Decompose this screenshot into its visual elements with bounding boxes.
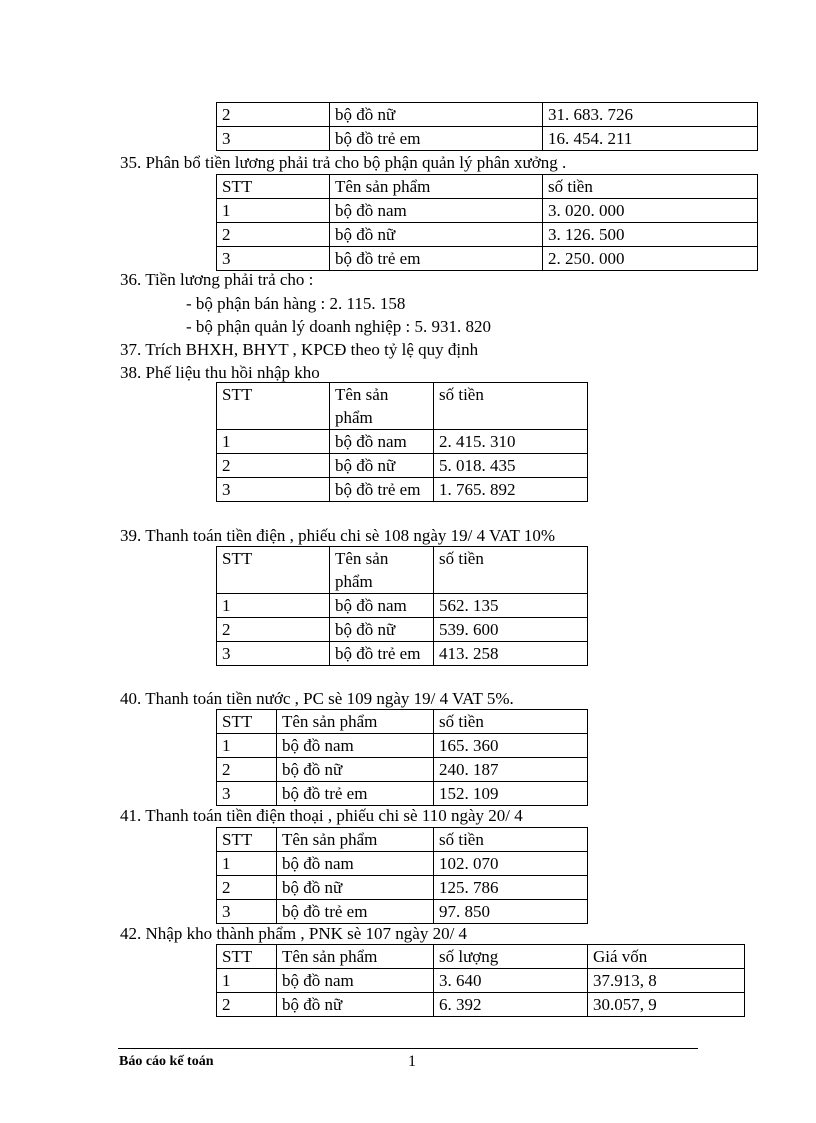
cell-product: bộ đồ trẻ em bbox=[330, 247, 543, 271]
table-row bbox=[217, 199, 758, 223]
cell-product: bộ đồ nữ bbox=[277, 993, 434, 1017]
table-header-row bbox=[217, 175, 758, 199]
cell-amount: 539. 600 bbox=[434, 618, 588, 642]
cell-amount: 413. 258 bbox=[434, 642, 588, 666]
section-39-heading: 39. Thanh toán tiền điện , phiếu chi sè 108 ngày 19/ 4 VAT 10% bbox=[120, 526, 556, 545]
header-stt: STT bbox=[217, 175, 330, 199]
header-amount: số tiền bbox=[434, 547, 588, 594]
cell-stt: 2 bbox=[217, 223, 330, 247]
cell-amount: 165. 360 bbox=[434, 734, 588, 758]
header-stt: STT bbox=[217, 710, 277, 734]
cell-stt: 1 bbox=[217, 852, 277, 876]
header-stt: STT bbox=[217, 547, 330, 594]
header-amount: số tiền bbox=[434, 710, 588, 734]
cell-stt: 2 bbox=[217, 758, 277, 782]
table-row bbox=[217, 782, 588, 806]
cell-product: bộ đồ nam bbox=[330, 594, 434, 618]
cell-product: bộ đồ nam bbox=[330, 199, 543, 223]
page-number: 1 bbox=[408, 1053, 416, 1070]
cell-stt: 1 bbox=[217, 969, 277, 993]
cell-product: bộ đồ trẻ em bbox=[277, 900, 434, 924]
header-stt: STT bbox=[217, 383, 330, 430]
header-product: Tên sản phẩm bbox=[330, 175, 543, 199]
cell-stt: 1 bbox=[217, 430, 330, 454]
section-37-heading: 37. Trích BHXH, BHYT , KPCĐ theo tỷ lệ quy định bbox=[120, 340, 479, 359]
table-row bbox=[217, 876, 588, 900]
cell-amount: 102. 070 bbox=[434, 852, 588, 876]
cell-product: bộ đồ nữ bbox=[277, 758, 434, 782]
cell-product: bộ đồ nữ bbox=[330, 454, 434, 478]
table-row bbox=[217, 758, 588, 782]
cell-stt: 2 bbox=[217, 876, 277, 900]
cell-amount: 2. 250. 000 bbox=[543, 247, 758, 271]
cell-amount: 125. 786 bbox=[434, 876, 588, 900]
table-row bbox=[217, 618, 588, 642]
table-40 bbox=[216, 709, 588, 806]
cell-stt: 1 bbox=[217, 734, 277, 758]
section-42-heading: 42. Nhập kho thành phẩm , PNK sè 107 ngày 20/ 4 bbox=[120, 924, 468, 943]
cell-amount: 3. 126. 500 bbox=[543, 223, 758, 247]
cell-amount: 1. 765. 892 bbox=[434, 478, 588, 502]
cell-product: bộ đồ nữ bbox=[330, 618, 434, 642]
section-36-heading: 36. Tiền lương phải trả cho : bbox=[120, 270, 314, 289]
table-row bbox=[217, 642, 588, 666]
cell-quantity: 3. 640 bbox=[434, 969, 588, 993]
section-38-heading: 38. Phế liệu thu hồi nhập kho bbox=[120, 363, 320, 382]
cell-amount: 2. 415. 310 bbox=[434, 430, 588, 454]
cell-amount: 240. 187 bbox=[434, 758, 588, 782]
cell-stt: 1 bbox=[217, 594, 330, 618]
table-row bbox=[217, 103, 758, 127]
table-row bbox=[217, 454, 588, 478]
header-stt: STT bbox=[217, 828, 277, 852]
cell-amount: 16. 454. 211 bbox=[543, 127, 758, 151]
table-row bbox=[217, 594, 588, 618]
cell-product: bộ đồ nữ bbox=[277, 876, 434, 900]
cell-product: bộ đồ trẻ em bbox=[277, 782, 434, 806]
table-35 bbox=[216, 174, 758, 271]
cell-stt: 3 bbox=[217, 247, 330, 271]
table-header-row bbox=[217, 383, 588, 430]
cell-product: bộ đồ trẻ em bbox=[330, 642, 434, 666]
cell-stt: 3 bbox=[217, 642, 330, 666]
table-row bbox=[217, 993, 745, 1017]
cell-product: bộ đồ nam bbox=[277, 969, 434, 993]
section-41-heading: 41. Thanh toán tiền điện thoại , phiếu chi sè 110 ngày 20/ 4 bbox=[120, 806, 523, 825]
header-product: Tên sản phẩm bbox=[330, 547, 434, 594]
footer-divider bbox=[118, 1048, 698, 1049]
cell-amount: 562. 135 bbox=[434, 594, 588, 618]
header-product: Tên sản phẩm bbox=[277, 710, 434, 734]
cell-product: bộ đồ nam bbox=[277, 852, 434, 876]
cell-quantity: 6. 392 bbox=[434, 993, 588, 1017]
header-quantity: số lượng bbox=[434, 945, 588, 969]
cell-stt: 2 bbox=[217, 103, 330, 127]
table-header-row bbox=[217, 828, 588, 852]
table-row bbox=[217, 478, 588, 502]
table-row bbox=[217, 247, 758, 271]
cell-amount: 97. 850 bbox=[434, 900, 588, 924]
table-row bbox=[217, 430, 588, 454]
table-row bbox=[217, 900, 588, 924]
cell-amount: 5. 018. 435 bbox=[434, 454, 588, 478]
cell-product: bộ đồ trẻ em bbox=[330, 127, 543, 151]
header-amount: số tiền bbox=[434, 828, 588, 852]
section-36-line-sales: - bộ phận bán hàng : 2. 115. 158 bbox=[186, 294, 406, 313]
table-41 bbox=[216, 827, 588, 924]
cell-product: bộ đồ nữ bbox=[330, 103, 543, 127]
cell-stt: 3 bbox=[217, 782, 277, 806]
table-39 bbox=[216, 546, 588, 666]
header-amount: số tiền bbox=[434, 383, 588, 430]
cell-amount: 3. 020. 000 bbox=[543, 199, 758, 223]
header-product: Tên sản phẩm bbox=[277, 945, 434, 969]
cell-cost: 30.057, 9 bbox=[588, 993, 745, 1017]
cell-product: bộ đồ nữ bbox=[330, 223, 543, 247]
section-40-heading: 40. Thanh toán tiền nước , PC sè 109 ngày 19/ 4 VAT 5%. bbox=[120, 689, 514, 708]
cell-product: bộ đồ nam bbox=[330, 430, 434, 454]
header-stt: STT bbox=[217, 945, 277, 969]
table-continued bbox=[216, 102, 758, 151]
cell-stt: 2 bbox=[217, 618, 330, 642]
table-header-row bbox=[217, 945, 745, 969]
cell-stt: 2 bbox=[217, 454, 330, 478]
cell-stt: 1 bbox=[217, 199, 330, 223]
table-row bbox=[217, 969, 745, 993]
table-row bbox=[217, 734, 588, 758]
table-row bbox=[217, 223, 758, 247]
cell-stt: 3 bbox=[217, 127, 330, 151]
table-header-row bbox=[217, 547, 588, 594]
table-38 bbox=[216, 382, 588, 502]
header-product: Tên sản phẩm bbox=[330, 383, 434, 430]
cell-stt: 3 bbox=[217, 478, 330, 502]
cell-stt: 2 bbox=[217, 993, 277, 1017]
cell-amount: 31. 683. 726 bbox=[543, 103, 758, 127]
section-35-heading: 35. Phân bổ tiền lương phải trả cho bộ phận quản lý phân xưởng . bbox=[120, 153, 567, 172]
header-cost: Giá vốn bbox=[588, 945, 745, 969]
section-36-line-management: - bộ phận quản lý doanh nghiệp : 5. 931. 820 bbox=[186, 317, 492, 336]
table-row bbox=[217, 127, 758, 151]
footer-title: Báo cáo kế toán bbox=[119, 1054, 214, 1069]
cell-product: bộ đồ trẻ em bbox=[330, 478, 434, 502]
header-product: Tên sản phẩm bbox=[277, 828, 434, 852]
table-header-row bbox=[217, 710, 588, 734]
table-42 bbox=[216, 944, 745, 1017]
table-row bbox=[217, 852, 588, 876]
cell-product: bộ đồ nam bbox=[277, 734, 434, 758]
cell-amount: 152. 109 bbox=[434, 782, 588, 806]
cell-stt: 3 bbox=[217, 900, 277, 924]
header-amount: số tiền bbox=[543, 175, 758, 199]
cell-cost: 37.913, 8 bbox=[588, 969, 745, 993]
